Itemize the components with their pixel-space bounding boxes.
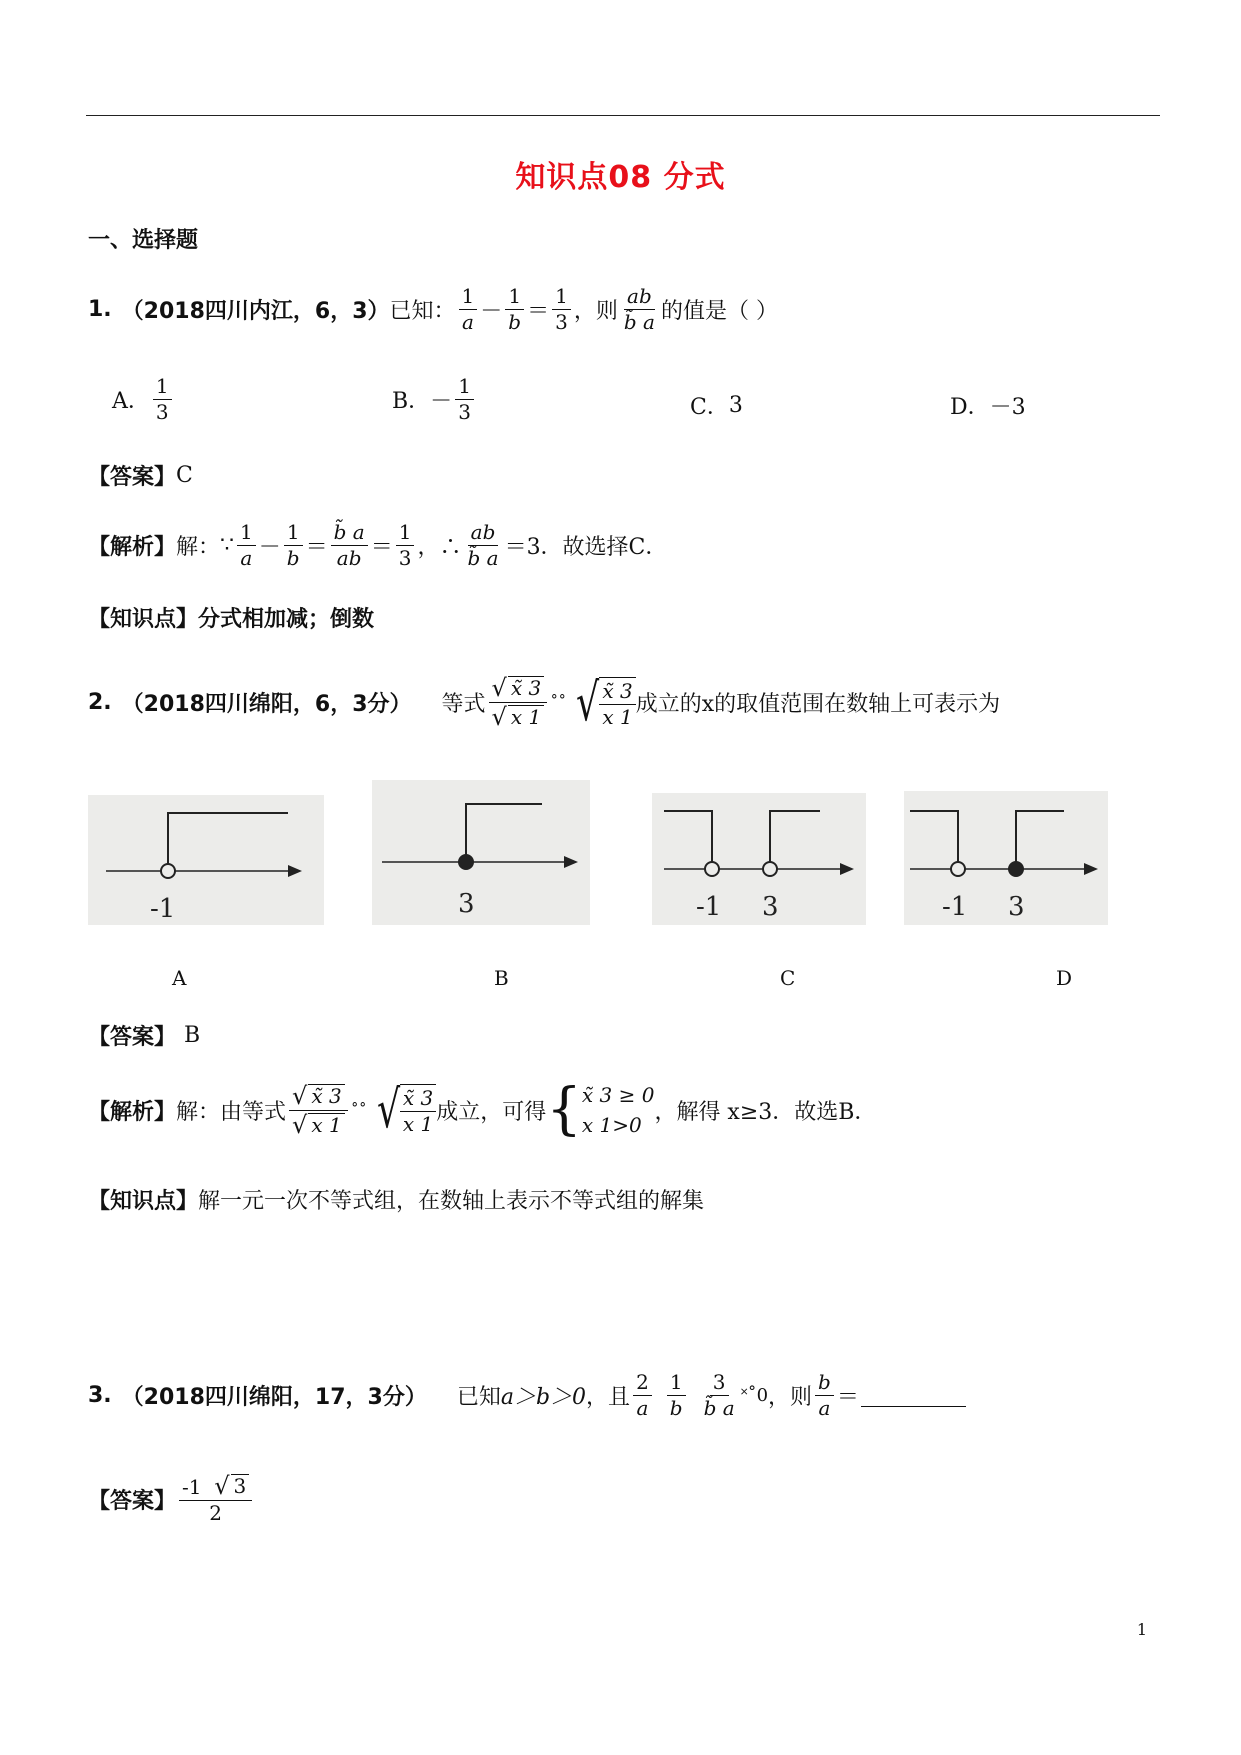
q2-stem: 2. （2018四川绵阳，6，3分） 等式 √ x̃ 3 √ x 1 ˚˚ √ $\frac{x̃ 3}{x 1}$ 成立的x的取值范围在数轴上可表示为	[88, 672, 1001, 733]
number-line-panel-d	[904, 791, 1108, 925]
q1-frac-13: $\frac{1}{3}$	[552, 286, 571, 333]
number-line-panel-c	[652, 793, 866, 925]
q2-choice-a: A	[172, 966, 187, 990]
section-heading: 一、选择题	[88, 228, 199, 253]
q1-stem-pre: 已知：	[389, 299, 456, 324]
tick-label: -1	[942, 892, 968, 922]
q1-then: ，则	[573, 299, 618, 324]
q2-choice-c: C	[780, 966, 796, 990]
q2-big-sqrt: √ $\frac{x̃ 3}{x 1}$	[566, 677, 636, 729]
number-line-d	[904, 791, 1108, 925]
q1-stem-post: 的值是（ ）	[660, 299, 778, 324]
q1-stem	[88, 286, 778, 333]
number-line-b	[372, 780, 590, 925]
number-line-panel-b	[372, 780, 590, 925]
q1-source: （2018四川内江，6，3）	[121, 299, 390, 324]
q1-option-b: B． － $\frac{1}{3}$	[392, 376, 477, 423]
header-rule	[86, 115, 1160, 116]
number-line-c	[652, 793, 866, 925]
number-line-panel-a	[88, 795, 324, 925]
q1-knowledge-point: 【知识点】 分式相加减；倒数	[88, 607, 375, 632]
q2-knowledge-point: 【知识点】 解一元一次不等式组，在数轴上表示不等式组的解集	[88, 1189, 705, 1214]
q1-answer: 【答案】 C	[88, 463, 193, 490]
tick-label: 3	[1008, 892, 1025, 922]
q1-target-frac: $\frac{ab}{b̃ a}$	[623, 284, 655, 334]
q1-option-a: A． $\frac{1}{3}$	[112, 376, 175, 423]
q3-stem: 3. （2018四川绵阳，17，3分） 已知 a＞b＞0 ，且 $\frac{2}{a}$ $\frac{1}{b}$ $\frac{3}{b̃ a}$ ˟˚0 ，则 $\frac{b}{a}$ ＝	[88, 1372, 966, 1419]
page-title: 知识点08 分式	[515, 160, 726, 195]
q1-frac-1b: $\frac{1}{b}$	[505, 286, 524, 333]
system-brace: {	[546, 1077, 582, 1142]
q3-answer-blank[interactable]	[861, 1384, 966, 1407]
tick-label: -1	[696, 892, 722, 922]
q1-minus: －	[480, 299, 503, 324]
tick-label: 3	[762, 892, 779, 922]
q2-sqrt-frac: √ x̃ 3 √ x 1	[489, 676, 548, 729]
inequality-system: x̃ 3 ≥ 0 x 1>0	[581, 1083, 655, 1137]
q3-answer-frac: -1 √ 3 2	[179, 1474, 252, 1524]
q1-option-c: C． 3	[690, 393, 743, 420]
q2-analysis: 【解析】 解：由等式 √ x̃ 3 √ x 1 ˚˚ √ $\frac{x̃ 3}{x 1}$ 成立，可得 { x̃ 3 ≥ 0 x 1>0 ，解得 x≥3．故选B．	[88, 1077, 877, 1142]
q3-answer: 【答案】 -1 √ 3 2	[88, 1474, 255, 1524]
tick-label: 3	[458, 889, 475, 919]
number-line-a	[88, 795, 324, 925]
tick-label: -1	[150, 894, 176, 924]
q2-answer: 【答案】 B	[88, 1023, 201, 1050]
q1-analysis: 【解析】 解： ∵ $\frac{1}{a}$ － $\frac{1}{b}$ ＝ $\frac{b̃ a}{ab}$ ＝ $\frac{1}{3}$ ，∴ $\frac{ab}{b̃ a}$ ＝3．故选择C．	[88, 520, 668, 570]
q1-equals: ＝	[527, 299, 550, 324]
q1-frac-1a: $\frac{1}{a}$	[459, 286, 478, 333]
q1-option-d: D． －3	[950, 395, 1026, 420]
page-number: 1	[1136, 1620, 1147, 1639]
q2-choice-b: B	[494, 966, 509, 990]
q2-choice-d: D	[1056, 966, 1073, 990]
q1-number: 1.	[88, 297, 112, 322]
